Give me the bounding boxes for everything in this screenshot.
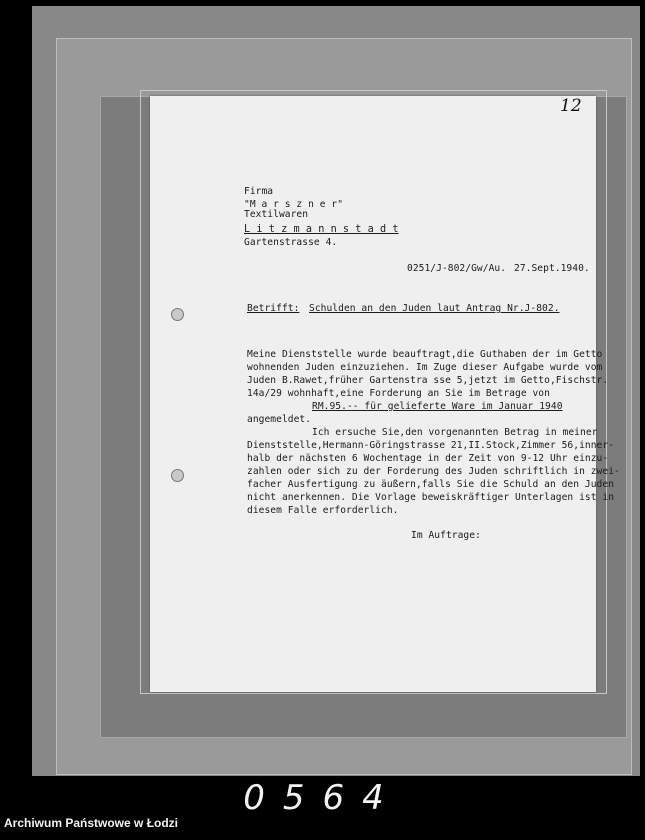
reference-number: 0251/J-802/Gw/Au. xyxy=(407,263,507,274)
body-line: angemeldet. xyxy=(247,414,312,425)
body-line: nicht anerkennen. Die Vorlage beweiskräftiger Unterlagen ist in xyxy=(247,492,615,503)
punch-hole-icon xyxy=(171,308,184,321)
subject-line: Schulden an den Juden laut Antrag Nr.J-802. xyxy=(309,303,560,314)
body-line: Dienststelle,Hermann-Göringstrasse 21,II.Stock,Zimmer 56,inner- xyxy=(247,440,615,451)
body-line: 14a/29 wohnhaft,eine Forderung an Sie im Betrage von xyxy=(247,388,550,399)
body-line-amount: RM.95.-- für gelieferte Ware im Januar 1940 xyxy=(312,401,563,412)
punch-hole-icon xyxy=(171,469,184,482)
body-line: halb der nächsten 6 Wochentage in der Zeit von 9-12 Uhr einzu- xyxy=(247,453,609,464)
closing: Im Auftrage: xyxy=(411,530,481,541)
city: L i t z m a n n s t a d t xyxy=(244,224,399,235)
body-line: Juden B.Rawet,früher Gartenstra sse 5,jetzt im Getto,Fischstr. xyxy=(247,375,609,386)
firm-name: "M a r s z n e r" xyxy=(244,199,344,210)
street: Gartenstrasse 4. xyxy=(244,237,338,248)
archive-name: Archiwum Państwowe w Łodzi xyxy=(4,816,179,830)
firm-type: Textilwaren xyxy=(244,209,309,220)
body-line: Ich ersuche Sie,den vorgenannten Betrag in meiner xyxy=(312,427,598,438)
subject-label: Betrifft: xyxy=(247,303,300,314)
body-line: zahlen oder sich zu der Forderung des Juden schriftlich in zwei- xyxy=(247,466,620,477)
body-line: Meine Dienststelle wurde beauftragt,die Guthaben der im Getto xyxy=(247,349,603,360)
body-line: wohnenden Juden einzuziehen. Im Zuge dieser Aufgabe wurde vom xyxy=(247,362,603,373)
body-line: diesem Falle erforderlich. xyxy=(247,505,399,516)
firm-label: Firma xyxy=(244,186,274,197)
film-frame-number: 0564 xyxy=(243,778,402,818)
letter-date: 27.Sept.1940. xyxy=(514,263,590,274)
body-line: facher Ausfertigung zu äußern,falls Sie die Schuld an den Juden xyxy=(247,479,615,490)
page-number: 12 xyxy=(560,96,582,116)
